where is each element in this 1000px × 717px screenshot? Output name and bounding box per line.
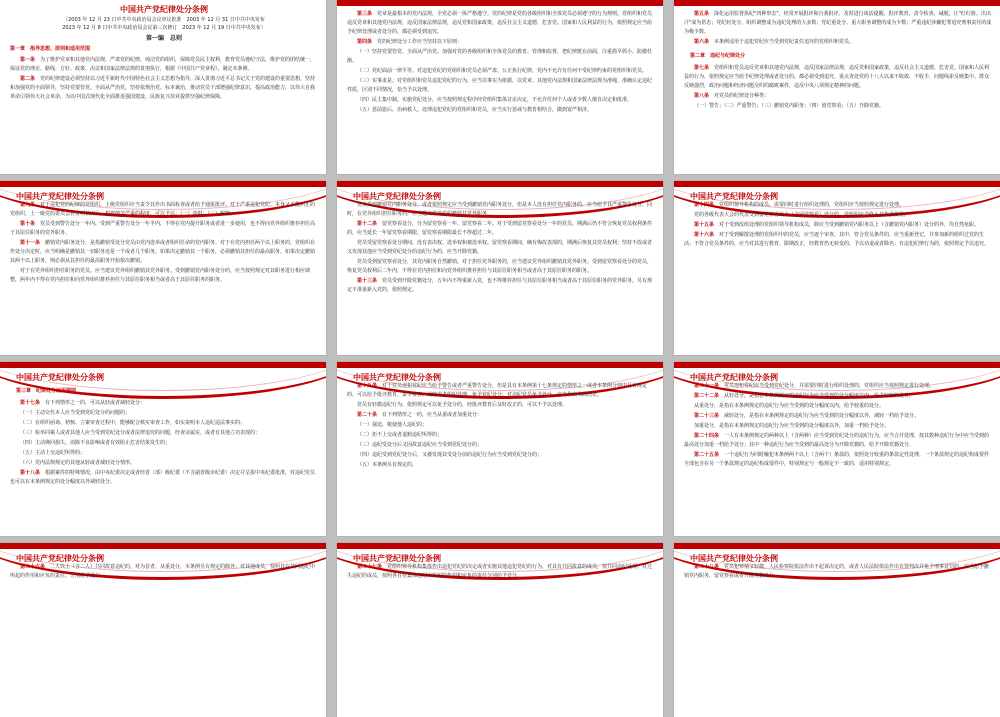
article-text: 从重处分，是指在本条例规定的违纪行为应当受到的处分幅度以内，给予较重的处分。	[694, 403, 885, 409]
article-paragraph	[10, 469, 318, 487]
article-text: （一）警告；（二）严重警告；（三）撤销党内职务；（四）留党察看；（五）开除党籍。	[694, 103, 885, 109]
article-paragraph	[684, 231, 992, 249]
article-number: 第三条	[357, 11, 378, 17]
article-text: 留党察看处分，分为留党察看一年、留党察看二年。对于受到留党察看处分一年的党员，期满后仍不符合恢复党员权利条件的，应当延长一年留党察看期限。留党察看期限最长不得超过二年。	[347, 221, 653, 236]
article-paragraph	[347, 67, 655, 76]
article-text: 对于受到解散处理的党组织中的党员，应当逐个审查。其中，符合党员条件的，应当重新登记，并参加新的组织过党的生活；不符合党员条件的，应当对其进行教育、限期改正，经教育仍无转变的，予以劝退或者除名；有违犯纪律行为的，依照规定予以追究。	[684, 232, 990, 247]
article-text: 党组织和党员违反党章和其他党内法规，违反国家法律法规，违反党和国家政策，违反社会主义道德，危害党、国家和人民利益的行为，依照规定应当给予纪律处理或者处分的，都必须受到追究。重点查处党的十八大以来不收敛、不收手，问题线索反映集中、群众反映强烈，政治问题和经济问题交织的腐败案件，违反中央八项规定精神的问题。	[684, 65, 990, 89]
article-text: 为了维护党章和其他党内法规，严肃党的纪律，纯洁党的组织，保障党员民主权利，教育党员遵纪守法，维护党的团结统一，保证党的理论、路线、方针、政策、决议和国家法律法规的贯彻执行，根据《中国共产党章程》，制定本条例。	[10, 57, 316, 72]
slide-thumbnail[interactable]	[337, 181, 663, 355]
slide-thumbnail[interactable]	[0, 0, 326, 174]
article-paragraph	[684, 201, 992, 210]
article-text: 对党员的纪律处分种类：	[714, 93, 770, 99]
slide-thumbnail[interactable]	[0, 181, 326, 355]
article-number: 第二十六条	[20, 564, 51, 570]
article-paragraph	[347, 10, 655, 37]
article-text: 对于党员违犯党纪应当给予警告或者严重警告处分，但是具有本条例第十七条规定的情形之一或者本条例分则中另有规定的，可以给予批评教育、责令检查、诫勉或者组织处理，免予党纪处分。对违纪党员免予处分，应当作出书面结论。	[347, 383, 648, 398]
article-paragraph	[684, 221, 992, 230]
article-paragraph	[347, 411, 655, 420]
article-text: 有下列情形之一的，应当从重或者加重处分：	[382, 412, 483, 418]
article-paragraph	[684, 64, 992, 91]
article-paragraph	[684, 392, 992, 401]
article-text: 党员犯罪情节轻微，人民检察院依法作出不起诉决定的，或者人民法院依法作出有罪判决并免予刑事处罚的，应当给予撤销党内职务、留党察看或者开除党籍处分。	[684, 564, 990, 579]
article-text: （三）检举同案人或者其他人应当受到党纪处分或者法律追究的问题，经查证属实，或者有其他立功表现的；	[20, 430, 261, 436]
article-paragraph	[347, 431, 655, 440]
slide-thumbnail[interactable]	[337, 0, 663, 174]
article-number: 第四条	[357, 39, 378, 45]
article-text: 减轻处分，是指在本条例规定的违纪行为应当受到的处分幅度以外，减轻一档给予处分。	[724, 413, 920, 419]
slide-thumbnail[interactable]	[337, 362, 663, 536]
article-paragraph	[347, 277, 655, 295]
article-paragraph	[347, 38, 655, 47]
slide-thumbnail[interactable]	[674, 543, 1000, 717]
slide-top-bar	[337, 0, 663, 6]
article-text: 党员有轻微违纪行为，依照规定可以免予处分的，经批评教育后及时改正的，可以不予以处理。	[357, 402, 568, 408]
article-paragraph	[347, 48, 655, 66]
article-text: （二）拒不上交或者退赔违纪所得的；	[357, 432, 443, 438]
article-paragraph	[10, 563, 318, 581]
slide-body	[347, 10, 655, 170]
article-text: （一）坚持党要管党、全面从严治党。加强对党的各级组织和全体党员的教育、管理和监督，把纪律挺在前面，注重抓早抓小、防微杜渐。	[347, 49, 653, 64]
article-text: 有下列情形之一的，可以从轻或者减轻处分：	[45, 400, 146, 406]
article-number: 第十条	[20, 221, 41, 227]
article-paragraph	[684, 412, 992, 421]
slide-body	[347, 201, 655, 351]
slide-body	[10, 201, 318, 351]
article-paragraph	[347, 441, 655, 450]
article-number: 第九条	[20, 202, 41, 208]
article-number: 第十一条	[20, 240, 46, 246]
article-text: （一）主动交代本人应当受到党纪处分的问题的；	[20, 410, 131, 416]
article-text: 撤销党内职务处分，是指撤销受处分党员由党内选举或者组织任命的党内职务。对于在党内担任两个以上职务的，党组织在作处分决定时，应当明确是撤销其一切职务还是一个或者几个职务。如果决定撤销其一个职务，必须撤销其担任的最高职务。如果决定撤销其两个以上职务，则必须从其担任的最高职务开始依次撤销。	[10, 240, 316, 264]
article-text: （五）本条例另有规定的。	[357, 462, 418, 468]
article-number: 第十八条	[20, 470, 46, 476]
article-paragraph	[684, 402, 992, 411]
article-text: 深化运用监督执纪"四种形态"，经常开展批评和自我批评、及时进行谈话提醒、批评教育、责令检查、诫勉，让"红红脸、出出汗"成为常态；党纪轻处分、组织调整成为违纪处理的大多数；党纪重处分、重大职务调整的成为少数；严重违纪涉嫌犯罪追究刑事责任的成为极少数。	[684, 11, 992, 35]
article-text: 一个违纪行为同时触犯本条例两个以上（含两个）条款的，依照处分较重的条款定性处理。一个条款规定的违纪构成要件全部包含在另一个条款规定的违纪构成要件中，特别规定与一般规定不一致的，适用特别规定。	[684, 452, 990, 467]
article-paragraph	[684, 432, 992, 450]
article-number: 第二条	[20, 76, 41, 82]
slide-thumbnail[interactable]	[0, 362, 326, 536]
article-paragraph	[347, 421, 655, 430]
slide-thumbnail[interactable]	[674, 362, 1000, 536]
article-text: 党员受到开除党籍处分，五年内不得重新入党，也不得推荐担任与其原任职务相当或者高于其原任职务的党外职务。另有规定不准重新入党的，依照规定。	[347, 278, 653, 293]
article-paragraph	[684, 102, 992, 111]
article-text: 党章是最根本的党内法规，全党必须一体严格遵守。党的纪律是党的各级组织和全体党员必须遵守的行为规则。党组织和党员违反党章和其他党内法规，违反国家法律法规，违反党和国家政策，违反社会主义道德，危害党、国家和人民利益的行为，依照规定应当给予纪律处理或者处分的，都必须受到追究。	[347, 11, 653, 35]
article-paragraph	[684, 563, 992, 581]
article-text: 对于受到改组处理的党组织领导机构成员，除应当受到撤销党内职务以上（含撤销党内职务）处分的外，均自然免职。	[719, 222, 980, 228]
article-paragraph	[684, 92, 992, 101]
document-meta: 2023 年 12 月 8 日中共中央政治局会议第三次修订 2023 年 12 月 19 日中共中央发布）	[62, 25, 266, 31]
article-text: 党的纪律建设必须坚持以习近平新时代中国特色社会主义思想为指导，深入贯彻习近平总书记关于党的建设的重要思想，坚持和加强党的全面领导，坚持党要管党、全面从严治党，坚持依规治党、标本兼治，推动党员干部增强纪律意识，提高政治能力，以伟大自我革命引领伟大社会革命，为以中国式现代化全面推进强国建设、民族复兴伟业提供坚强纪律保障。	[10, 76, 316, 100]
article-number: 第二十七条	[357, 564, 388, 570]
article-text: （二）党纪面前一律平等。对违犯党纪的党组织和党员必须严肃、公正执行纪律，党内不允许有任何不受纪律约束的党组织和党员。	[357, 68, 648, 74]
slide-body	[10, 382, 318, 532]
article-paragraph	[347, 201, 655, 219]
article-text: （五）主动上交违纪所得的；	[20, 450, 86, 456]
article-number: 第八条	[694, 93, 715, 99]
document-meta: （2003 年 12 月 23 日中共中央政治局会议审议批准 2003 年 12 月 31 日中共中央发布	[63, 17, 265, 23]
slide-header-title: 中国共产党纪律处分条例	[690, 192, 778, 201]
slide-header-title: 中国共产党纪律处分条例	[690, 554, 778, 563]
article-text: 本条例适用于违犯党纪应当受到党纪责任追究的党组织和党员。	[714, 39, 855, 45]
article-text: 从轻处分，是指在本条例规定的违纪行为应当受到的处分幅度以内，给予较轻的处分。	[724, 393, 915, 399]
article-text: 党组织领导机构集体作出违犯党纪的决定或者实施其他违犯党纪的行为，对具有共同故意的成员，按共同违纪处理；对过失违纪的成员，按照各自在集体违纪中所起的作用和应负的责任分别给予处分。	[347, 564, 653, 579]
article-number: 第十三条	[357, 278, 383, 284]
article-paragraph	[10, 56, 318, 74]
chapter-heading: 第三章 纪律处分运用规则	[16, 388, 77, 394]
article-text: 党组织领导机构的成员，需要同时进行组织处理的，党组织应当按照规定进行处理。	[719, 202, 905, 208]
article-paragraph	[684, 211, 992, 220]
article-paragraph	[347, 401, 655, 410]
article-text: （三）违纪受处分后又因故意违纪应当受到党纪处分的；	[357, 442, 483, 448]
article-text: 党员受到警告处分一年内、受到严重警告处分一年半内，不得在党内提升职务或者进一步使用，也不得向党外组织推荐担任高于其原任职务的党外职务。	[10, 221, 316, 236]
article-text: 一人有本条例规定的两种以上（含两种）应当受到党纪处分的违纪行为，应当合并处理，按其数种违纪行为中应当受到的最高处分加重一档给予处分；其中一种违纪行为应当受到的最高处分为开除党籍的，给予开除党籍处分。	[684, 433, 990, 448]
slide-body	[347, 382, 655, 532]
article-text: 加重处分，是指在本条例规定的违纪行为应当受到的处分幅度以外，加重一档给予处分。	[694, 423, 890, 429]
article-paragraph	[684, 451, 992, 469]
article-number: 第二十二条	[694, 393, 725, 399]
slide-header-title: 中国共产党纪律处分条例	[353, 192, 441, 201]
slide-header-title: 中国共产党纪律处分条例	[16, 192, 104, 201]
slide-body	[684, 382, 992, 532]
slide-header-title: 中国共产党纪律处分条例	[353, 554, 441, 563]
article-paragraph	[10, 439, 318, 448]
article-paragraph	[347, 258, 655, 276]
article-paragraph	[10, 459, 318, 468]
article-number: 第二十三条	[694, 413, 725, 419]
article-paragraph	[10, 239, 318, 266]
document-title: 中国共产党纪律处分条例	[120, 5, 208, 14]
slide-body	[347, 563, 655, 713]
article-paragraph	[347, 451, 655, 460]
slide-thumbnail[interactable]	[674, 181, 1000, 355]
article-paragraph	[347, 563, 655, 581]
article-text: 根据案件的特殊情况，由中央纪委决定或者经省（部）级纪委（不含副省级市纪委）决定并呈报中央纪委批准，对违纪党员也可以在本条例规定的处分幅度以外减轻处分。	[10, 470, 316, 485]
article-paragraph	[684, 382, 992, 391]
article-text: （一）强迫、唆使他人违纪的；	[357, 422, 428, 428]
article-paragraph	[347, 461, 655, 470]
article-paragraph	[347, 382, 655, 400]
article-text: （六）党内法规规定的其他从轻或者减轻处分情形。	[20, 460, 136, 466]
article-paragraph	[10, 75, 318, 102]
article-text: （四）民主集中制。实施党纪处分，应当按照规定程序经党组织集体讨论决定，不允许任何个人或者少数人擅自决定和批准。	[357, 97, 633, 103]
article-number: 第十七条	[20, 400, 46, 406]
slide-body	[684, 10, 992, 170]
article-number: 第二十一条	[694, 383, 725, 389]
article-number: 第六条	[694, 39, 715, 45]
article-text: 党的纪律处分工作应当坚持以下原则：	[377, 39, 463, 45]
article-text: （四）违纪受到党纪处分后，又被发现其受处分前的违纪行为应当受到党纪处分的；	[357, 452, 543, 458]
article-paragraph	[10, 220, 318, 238]
article-paragraph	[10, 429, 318, 438]
slide-thumbnail[interactable]	[674, 0, 1000, 174]
article-text: 二人以上（含二人）共同故意违纪的，对为首者，从重处分，本条例另有规定的除外；对其他成员，按照其在共同违纪中所起的作用和应负的责任，分别给予处分。	[10, 564, 316, 579]
slide-header-title: 中国共产党纪律处分条例	[690, 373, 778, 382]
article-number: 第二十四条	[694, 433, 725, 439]
article-text: 对于违犯党的纪律的党组织，上级党组织应当责令其作出书面检查或者给予通报批评。对于严重违犯党纪、本身又不能纠正的党组织，上一级党的委员会在查明核实后，根据情节严重的程度，可以予以：（一）改组；（二）解散。	[10, 202, 316, 217]
article-number: 第一条	[20, 57, 41, 63]
article-paragraph	[347, 239, 655, 257]
article-paragraph	[684, 10, 992, 37]
slide-header-title: 中国共产党纪律处分条例	[16, 373, 104, 382]
article-text: （四）主动挽回损失、消除不良影响或者有效阻止危害结果发生的；	[20, 440, 171, 446]
article-paragraph	[10, 419, 318, 428]
slide-body	[684, 563, 992, 713]
article-number: 第二十八条	[694, 564, 725, 570]
article-paragraph	[347, 77, 655, 95]
part-heading: 第一编 总则	[145, 35, 182, 42]
article-number: 第二十条	[357, 412, 383, 418]
article-number: 第二十五条	[694, 452, 725, 458]
article-paragraph	[10, 399, 318, 408]
article-paragraph	[347, 220, 655, 238]
article-paragraph	[347, 96, 655, 105]
slide-body	[10, 4, 318, 170]
article-text: 党员受到留党察看处分，其党内职务自然撤销。对于担任党外职务的，应当建议党外组织撤销其党外职务。受到留党察看处分的党员，恢复党员权利后二年内，不得在党内担任和向党外组织推荐担任与其原任职务相当或者高于其原任职务的职务。	[347, 259, 653, 274]
slide-body	[10, 563, 318, 713]
article-paragraph	[10, 201, 318, 219]
slide-thumbnail[interactable]	[337, 543, 663, 717]
chapter-heading: 第一章 指导思想、原则和适用范围	[10, 46, 91, 52]
article-text: 党的各级代表大会的代表受到留党察看以上（含留党察看）处分的，党组织应当终止其代表资格。	[694, 212, 910, 218]
article-paragraph	[10, 409, 318, 418]
article-number: 第十四条	[694, 202, 720, 208]
article-text: （五）惩前毖后、治病救人。处理违犯党纪的党组织和党员，应当实行惩戒与教育相结合，做到宽严相济。	[357, 107, 593, 113]
chapter-heading: 第二章 违纪与纪律处分	[690, 53, 746, 59]
article-paragraph	[684, 38, 992, 47]
article-paragraph	[684, 422, 992, 431]
article-number: 第十五条	[694, 222, 720, 228]
article-number: 第七条	[694, 65, 715, 71]
article-paragraph	[347, 106, 655, 115]
article-text: 党员受留党察看处分期间，没有表决权、选举权和被选举权。留党察看期间，确有悔改表现的，期满后恢复其党员权利；坚持不改或者又发现其他应当受到党纪处分的违纪行为的，应当开除党籍。	[347, 240, 653, 255]
article-number: 第五条	[694, 11, 715, 17]
article-paragraph	[10, 267, 318, 285]
slide-header-title: 中国共产党纪律处分条例	[353, 373, 441, 382]
slide-thumbnail[interactable]	[0, 543, 326, 717]
slide-top-bar	[674, 0, 1000, 6]
slide-header-title: 中国共产党纪律处分条例	[16, 554, 104, 563]
article-text: 党员受到撤销党内职务处分，或者依照规定应当受到撤销党内职务处分，但是本人没有担任党内职务的，应当给予其严重警告处分。同时，在党外组织担任职务的，应当建议党外组织撤销其党外职务。	[347, 202, 653, 217]
article-text: 党员违犯党纪应当受到党纪处分，并需要同时进行组织处理的，党组织应当按照规定进行处理。	[724, 383, 935, 389]
article-number: 第十二条	[357, 221, 383, 227]
article-text: 对于在党外组织担任职务的党员，应当建议党外组织撤销其党外职务。受到撤销党内职务处分的，应当按照规定对其职务进行相应调整，两年内不得在党内担任和向党外组织推荐担任与其原任职务相当或者高于其原任职务的职务。	[10, 268, 311, 283]
article-paragraph	[10, 449, 318, 458]
article-text: （二）在组织函询、初核、立案审查过程中，能够配合核实审查工作，如实说明本人违纪违法事实的；	[20, 420, 246, 426]
article-number: 第十六条	[694, 232, 720, 238]
article-number: 第十九条	[357, 383, 383, 389]
article-text: （三）实事求是。对党组织和党员违犯党纪的行为，应当以事实为依据，以党章、其他党内法规和国家法律法规为准绳，准确认定违纪性质，区别不同情况，恰当予以处理。	[347, 78, 653, 93]
slide-body	[684, 201, 992, 351]
